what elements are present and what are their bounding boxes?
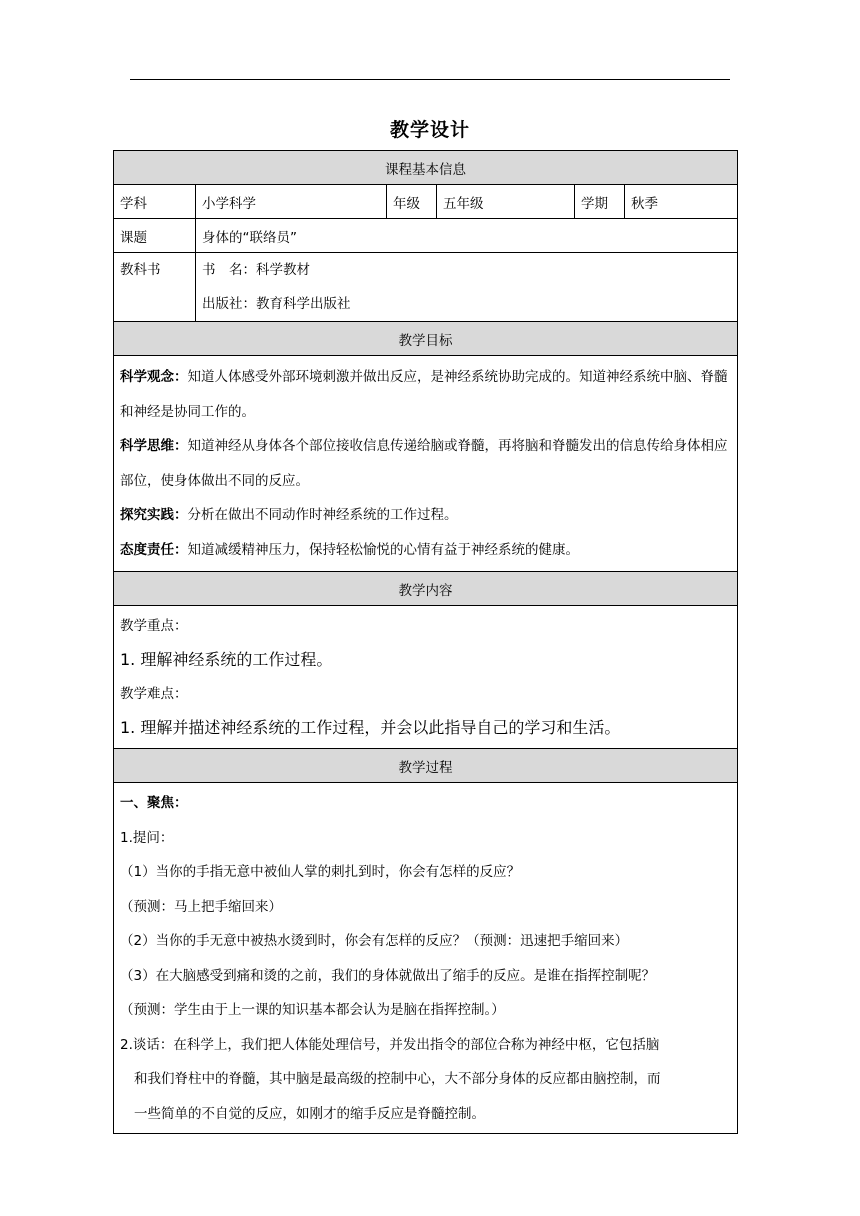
objective-item bbox=[120, 429, 731, 498]
section-heading-focus: 一、聚焦： bbox=[120, 795, 188, 811]
talk-line: 一些简单的不自觉的反应，如刚才的缩手反应是脊髓控制。 bbox=[134, 1105, 485, 1122]
objective-label: 科学思维： bbox=[120, 438, 188, 454]
key-points-label: 教学重点： bbox=[120, 618, 188, 634]
topic-value: 身体的“联络员” bbox=[196, 219, 738, 253]
key-point-item: 1. 理解神经系统的工作过程。 bbox=[120, 650, 333, 669]
section-header-content: 教学内容 bbox=[114, 572, 738, 606]
question-item: （1）当你的手指无意中被仙人掌的刺扎到时，你会有怎样的反应？ bbox=[120, 864, 521, 880]
objective-text: 分析在做出不同动作时神经系统的工作过程。 bbox=[187, 507, 458, 523]
difficult-point-item: 1. 理解并描述神经系统的工作过程，并会以此指导自己的学习和生活。 bbox=[120, 718, 621, 737]
content-header-row bbox=[114, 572, 738, 606]
process-body bbox=[114, 783, 738, 1134]
header-rule bbox=[130, 79, 730, 80]
basic-info-header-row bbox=[114, 151, 738, 185]
objectives-list bbox=[114, 356, 738, 572]
difficult-points-label: 教学难点： bbox=[120, 686, 188, 702]
objective-item bbox=[120, 498, 731, 533]
objective-item bbox=[120, 360, 731, 429]
objective-label: 态度责任： bbox=[120, 541, 188, 558]
objective-text: 知道人体感受外部环境刺激并做出反应，是神经系统协助完成的。知道神经系统中脑、脊髓和神经是协同工作的。 bbox=[120, 369, 728, 420]
textbook-label: 教科书 bbox=[114, 253, 196, 322]
term-value: 秋季 bbox=[625, 185, 738, 219]
topic-row bbox=[114, 219, 738, 253]
prediction-item: （预测：马上把手缩回来） bbox=[120, 898, 282, 915]
grade-value: 五年级 bbox=[437, 185, 575, 219]
question-item: （2）当你的手无意中被热水烫到时，你会有怎样的反应？（预测：迅速把手缩回来） bbox=[120, 933, 629, 949]
term-label: 学期 bbox=[575, 185, 625, 219]
question-label: 1.提问： bbox=[120, 829, 174, 846]
process-header-row bbox=[114, 749, 738, 783]
objective-item bbox=[120, 533, 731, 568]
document-title: 教学设计 bbox=[389, 119, 470, 141]
content-body bbox=[114, 606, 738, 749]
publisher-line: 出版社：教育科学出版社 bbox=[202, 296, 351, 312]
talk-line: 2.谈话：在科学上，我们把人体能处理信号，并发出指令的部位合称为神经中枢，它包括脑 bbox=[120, 1036, 660, 1053]
topic-label: 课题 bbox=[114, 219, 196, 253]
process-row bbox=[114, 783, 738, 1134]
section-header-objectives: 教学目标 bbox=[114, 322, 738, 356]
section-header-basic-info: 课程基本信息 bbox=[114, 151, 738, 185]
grade-label: 年级 bbox=[387, 185, 437, 219]
subject-value: 小学科学 bbox=[196, 185, 387, 219]
objectives-row bbox=[114, 356, 738, 572]
textbook-info bbox=[196, 253, 738, 322]
textbook-row bbox=[114, 253, 738, 322]
book-name-line: 书 名：科学教材 bbox=[202, 262, 310, 278]
objective-text: 知道神经从身体各个部位接收信息传递给脑或脊髓，再将脑和脊髓发出的信息传给身体相应部位，使身体做出不同的反应。 bbox=[120, 438, 728, 489]
content-row bbox=[114, 606, 738, 749]
subject-label: 学科 bbox=[114, 185, 196, 219]
objective-label: 科学观念： bbox=[120, 369, 188, 385]
subject-row bbox=[114, 185, 738, 219]
prediction-item: （预测：学生由于上一课的知识基本都会认为是脑在指挥控制。） bbox=[120, 1002, 505, 1018]
objectives-header-row bbox=[114, 322, 738, 356]
section-header-process: 教学过程 bbox=[114, 749, 738, 783]
objective-label: 探究实践： bbox=[120, 507, 188, 523]
lesson-plan-table bbox=[113, 150, 738, 1134]
objective-text: 知道减缓精神压力，保持轻松愉悦的心情有益于神经系统的健康。 bbox=[187, 541, 579, 558]
question-item: （3）在大脑感受到痛和烫的之前，我们的身体就做出了缩手的反应。是谁在指挥控制呢？ bbox=[120, 967, 656, 984]
talk-line: 和我们脊柱中的脊髓，其中脑是最高级的控制中心，大不部分身体的反应都由脑控制，而 bbox=[134, 1071, 661, 1087]
